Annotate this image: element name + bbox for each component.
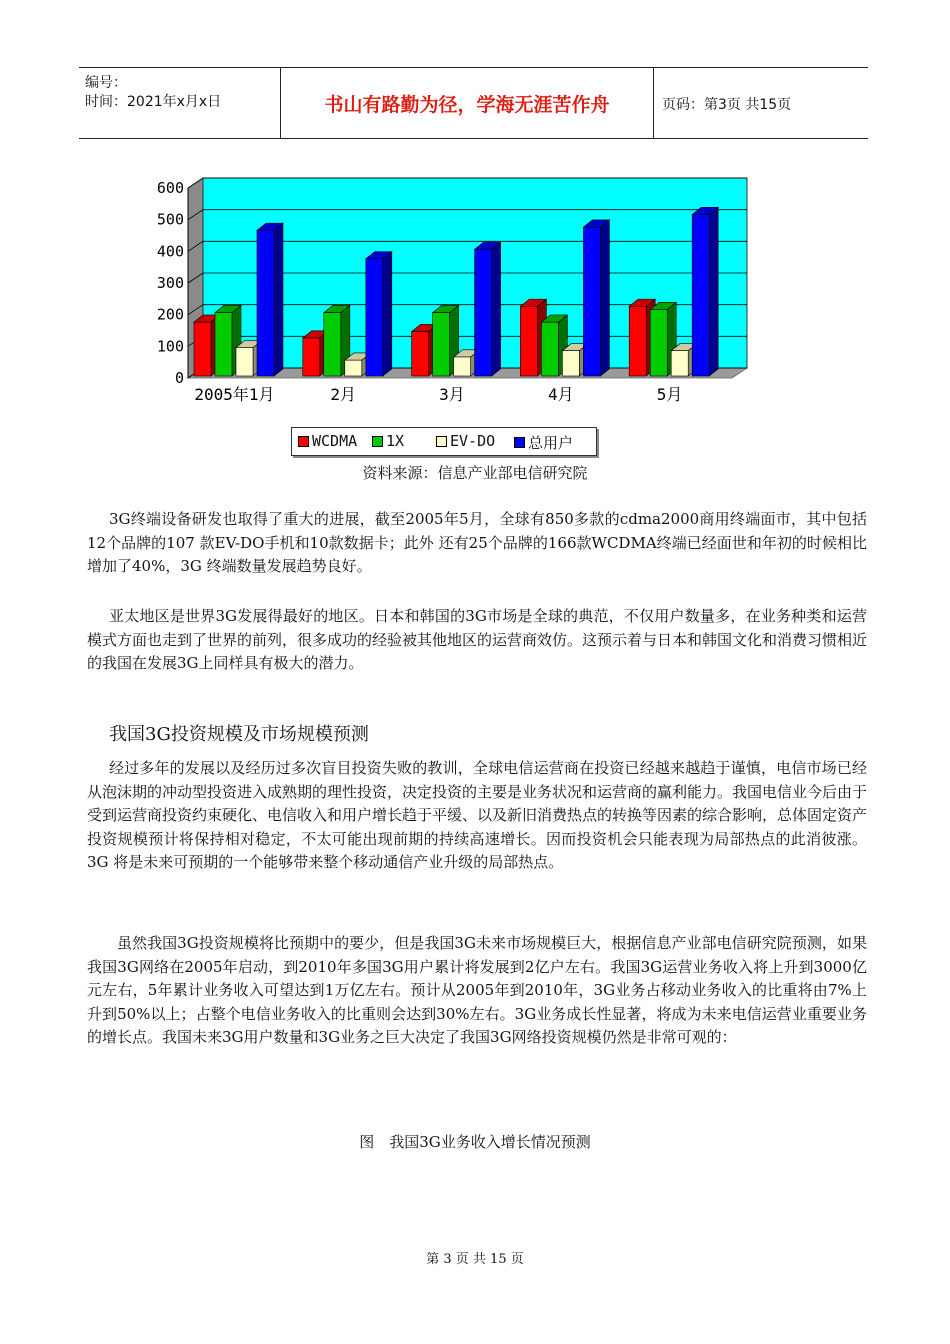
chart-legend	[291, 427, 597, 456]
bar	[236, 348, 253, 377]
legend-label: WCDMA	[312, 432, 358, 450]
x-tick-label: 2月	[330, 385, 357, 404]
y-tick-label: 200	[156, 305, 184, 324]
y-tick-label: 600	[156, 179, 184, 197]
bar	[324, 313, 341, 376]
paragraph-investment: 经过多年的发展以及经历过多次盲目投资失败的教训，全球电信运营商在投资已经越来越趋于谨慎，电信市场已经从泡沫期的冲动型投资进入成熟期的理性投资，决定投资的主要是业务状况和运营商的赢利能力。我国电信业今后由于受到运营商投资约束硬化、电信收入和用户增长趋于平缓、以及新旧消费热点的转换等因素的综合影响，总体固定资产投资规模预计将保持相对稳定，不太可能出现前期的持续高速增长。因而投资机会只能表现为局部热点的此消彼涨。3G 将是未来可预期的一个能够带来整个移动通信产业升级的局部热点。	[87, 759, 868, 872]
bar	[562, 351, 579, 376]
number-label: 编号：	[85, 75, 127, 91]
legend-item	[514, 432, 573, 453]
x-tick-label: 4月	[547, 385, 574, 404]
bar	[583, 227, 600, 376]
legend-swatch	[436, 436, 447, 447]
bar	[412, 332, 429, 376]
x-tick-label: 2005年1月	[194, 385, 275, 404]
bar	[520, 306, 537, 376]
paragraph-terminals: 3G终端设备研发也取得了重大的进展，截至2005年5月，全球有850多款的cdma2000商用终端面市，其中包括12个品牌的107 款EV-DO手机和10款数据卡；此外 还有25个品牌的166款WCDMA终端已经面世和年初的时候相比增加了40%，3G 终端数量发展趋势良好。	[87, 510, 867, 576]
legend-label: 总用户	[528, 434, 574, 452]
bar	[475, 249, 492, 376]
y-tick-label: 300	[156, 274, 184, 292]
x-tick-label: 3月	[439, 385, 465, 404]
bar	[366, 259, 383, 376]
legend-label: EV-DO	[450, 432, 496, 450]
paragraph-market-size: 虽然我国3G投资规模将比预期中的要少，但是我国3G未来市场规模巨大，根据信息产业部电信研究院预测，如果我国3G网络在2005年启动，到2010年多国3G用户累计将发展到2亿户左右。我国3G运营业务收入将上升到3000亿元左右，5年累计业务收入可望达到1万亿左右。预计从2005年到2010年，3G业务占移动业务收入的比重将由7%上升到50%以上；占整个电信业务收入的比重则会达到30%左右。3G业务成长性显著，将成为未来电信运营业重要业务的增长点。我国未来3G用户数量和3G业务之巨大决定了我国3G网络投资规模仍然是非常可观的：	[87, 934, 867, 1047]
legend-item	[298, 432, 357, 450]
bar	[541, 322, 558, 376]
y-tick-label: 100	[156, 337, 184, 356]
bar	[345, 360, 362, 376]
bar	[215, 313, 232, 376]
section-title: 我国3G投资规模及市场规模预测	[109, 724, 369, 745]
bar	[650, 310, 667, 377]
y-tick-label: 0	[174, 369, 184, 387]
legend-label: 1X	[386, 432, 405, 450]
legend-swatch	[372, 436, 383, 447]
bar	[303, 338, 320, 376]
page-header	[79, 67, 868, 139]
bar	[671, 351, 688, 376]
bar-side	[383, 252, 392, 376]
bar-chart	[140, 170, 760, 420]
time-label: 时间：2021年x月x日	[85, 94, 222, 110]
legend-swatch	[514, 437, 525, 448]
bar-side	[492, 242, 501, 376]
legend-item	[436, 432, 495, 450]
bar-side	[274, 223, 283, 376]
paragraph-asia-pacific: 亚太地区是世界3G发展得最好的地区。日本和韩国的3G市场是全球的典范，不仅用户数量多，在业务种类和运营模式方面也走到了世界的前列，很多成功的经验被其他地区的运营商效仿。这预示着与日本和韩国文化和消费习惯相近的我国在发展3G上同样具有极大的潜力。	[87, 607, 868, 673]
legend-swatch	[298, 436, 309, 447]
legend-item	[372, 432, 404, 450]
bar	[629, 306, 646, 376]
page-number-label: 页码：第3页 共15页	[662, 97, 792, 113]
bar	[433, 313, 450, 376]
bar	[454, 357, 471, 376]
page-footer: 第 3 页 共 15 页	[426, 1252, 524, 1267]
bar	[194, 322, 211, 376]
bar	[692, 215, 709, 377]
header-info-cell	[79, 68, 281, 138]
chart-source: 资料来源：信息产业部电信研究院	[362, 464, 588, 482]
y-tick-label: 400	[156, 242, 184, 261]
motto: 书山有路勤为径，学海无涯苦作舟	[281, 68, 654, 138]
bar	[257, 230, 274, 376]
bar-side	[709, 207, 718, 376]
figure-caption: 图 我国3G业务收入增长情况预测	[359, 1133, 591, 1151]
x-tick-label: 5月	[656, 385, 683, 404]
bar-side	[600, 220, 609, 376]
y-tick-label: 500	[156, 210, 184, 229]
